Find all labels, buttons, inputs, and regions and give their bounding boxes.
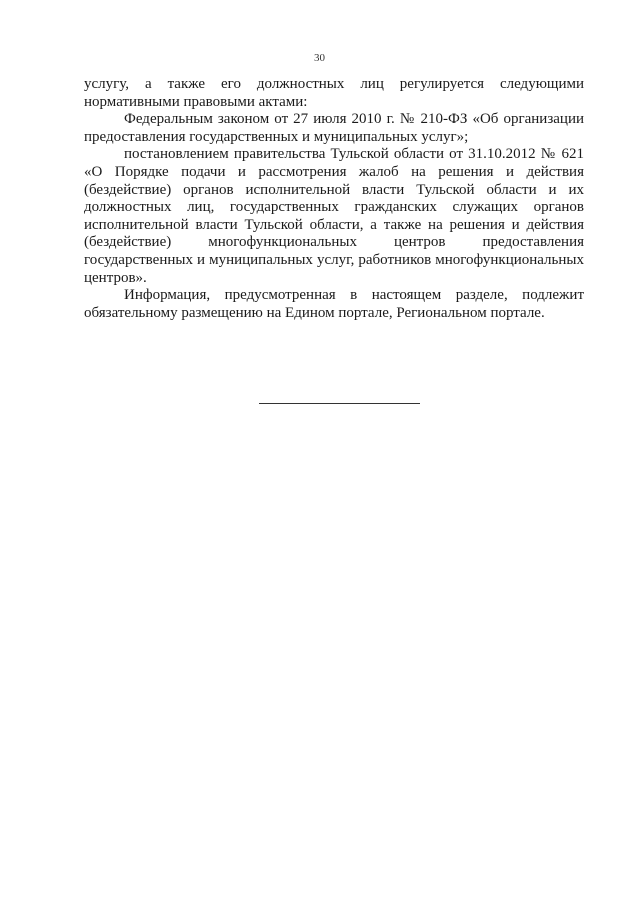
page-number: 30: [314, 52, 325, 64]
paragraph-federal-law: Федеральным законом от 27 июля 2010 г. № 210-ФЗ «Об организации предоставления государственных и муниципальных услуг»;: [84, 111, 584, 145]
paragraph-publication-requirement: Информация, предусмотренная в настоящем разделе, подлежит обязательному размещению на Едином портале, Региональном портале.: [84, 287, 584, 321]
paragraph-continuation: услугу, а также его должностных лиц регулируется следующими нормативными правовыми актами:: [84, 76, 584, 110]
section-end-divider: [259, 403, 420, 404]
paragraph-regional-decree: постановлением правительства Тульской области от 31.10.2012 № 621 «О Порядке подачи и рассмотрения жалоб на решения и действия (бездействие) органов исполнительной власти Тульской области и их должностных лиц, государственных гражданских служащих органов исполнительной власти Тульской области, а также на решения и действия (бездействие) многофункциональных центров предоставления государственных и муниципальных услуг, работников многофункциональных центров».: [84, 146, 584, 286]
document-body: [84, 76, 584, 322]
